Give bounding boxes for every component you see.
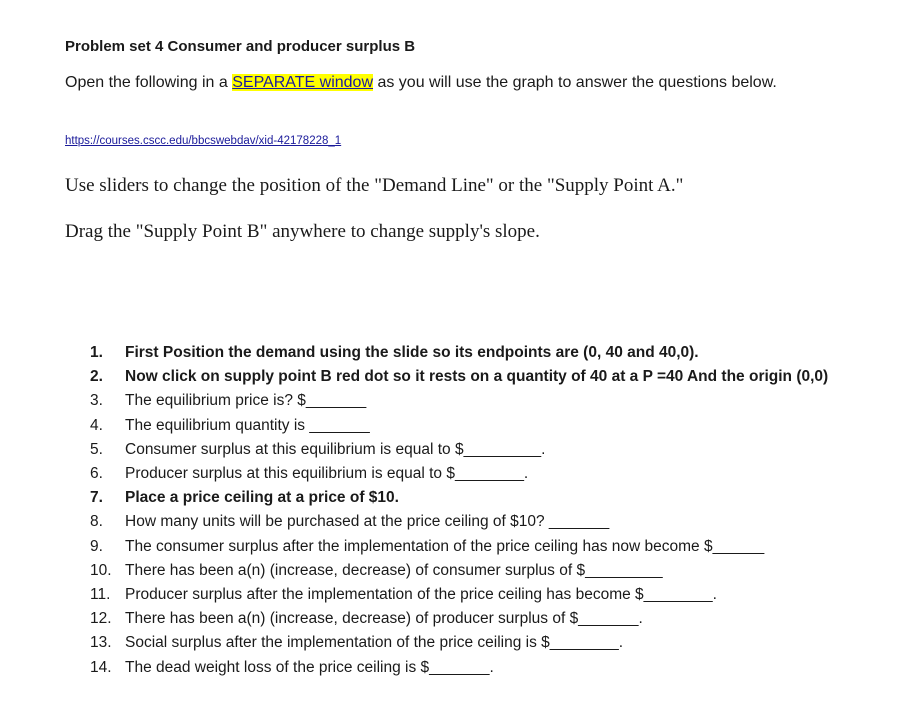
question-text: The equilibrium price is? $_______ [125, 392, 367, 410]
question-number: 2. [90, 368, 103, 386]
separate-window-highlight: SEPARATE window [232, 74, 374, 91]
question-text: Now click on supply point B red dot so it rests on a quantity of 40 at a P =40 And the origin (0,0) [125, 368, 829, 386]
question-number: 14. [90, 658, 112, 676]
question-item [90, 414, 840, 438]
question-item [90, 510, 840, 534]
question-text: First Position the demand using the slide so its endpoints are (0, 40 and 40,0). [125, 344, 699, 361]
question-number: 9. [90, 537, 103, 555]
instruction-drag: Drag the "Supply Point B" anywhere to change supply's slope. [65, 221, 540, 242]
question-item [90, 365, 840, 389]
question-item [90, 341, 840, 365]
question-text: The equilibrium quantity is _______ [125, 416, 370, 434]
question-item [90, 462, 840, 486]
question-text: Producer surplus after the implementation of the price ceiling has become $________. [125, 586, 717, 604]
question-number: 10. [90, 561, 112, 579]
question-number: 11. [90, 586, 111, 604]
question-item [90, 631, 840, 655]
question-list [90, 341, 840, 680]
question-text: How many units will be purchased at the price ceiling of $10? _______ [125, 513, 610, 531]
question-number: 8. [90, 513, 103, 531]
question-number: 13. [90, 634, 112, 652]
question-text: The dead weight loss of the price ceiling is $_______. [125, 658, 494, 676]
question-number: 6. [90, 465, 103, 483]
question-item [90, 535, 840, 559]
page-title: Problem set 4 Consumer and producer surplus B [65, 38, 416, 55]
question-text: Producer surplus at this equilibrium is equal to $________. [125, 465, 529, 483]
question-number: 5. [90, 440, 103, 458]
intro-paragraph [65, 74, 777, 92]
question-text: Social surplus after the implementation of the price ceiling is $________. [125, 634, 624, 652]
question-text: Place a price ceiling at a price of $10. [125, 489, 399, 507]
question-number: 4. [90, 416, 103, 434]
question-item [90, 438, 840, 462]
question-number: 12. [90, 610, 112, 628]
question-item [90, 607, 840, 631]
question-item [90, 583, 840, 607]
question-item [90, 389, 840, 413]
question-item [90, 486, 840, 510]
intro-text-before: Open the following in a [65, 74, 233, 91]
question-item [90, 559, 840, 583]
question-number: 3. [90, 392, 103, 410]
question-text: There has been a(n) (increase, decrease) of consumer surplus of $_________ [125, 561, 663, 579]
question-text: Consumer surplus at this equilibrium is equal to $_________. [125, 440, 546, 458]
question-item [90, 656, 840, 680]
question-number: 7. [90, 489, 103, 507]
question-number: 1. [90, 344, 103, 361]
graph-link[interactable]: https://courses.cscc.edu/bbcswebdav/xid-42178228_1 [65, 135, 342, 147]
instruction-sliders: Use sliders to change the position of the "Demand Line" or the "Supply Point A." [65, 175, 684, 196]
question-text: The consumer surplus after the implementation of the price ceiling has now become $______ [125, 537, 765, 555]
intro-text-after: as you will use the graph to answer the questions below. [373, 74, 777, 91]
question-text: There has been a(n) (increase, decrease) of producer surplus of $_______. [125, 610, 643, 628]
